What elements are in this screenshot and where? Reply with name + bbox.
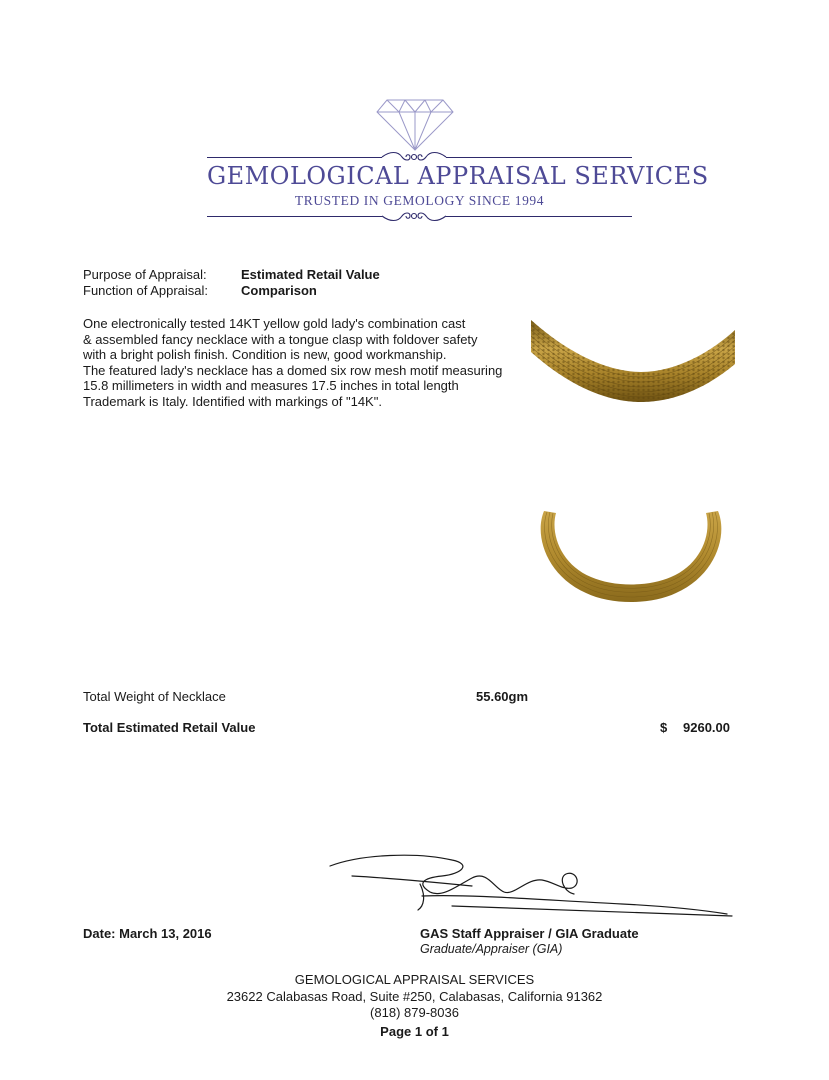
- total-weight-value: 55.60gm: [476, 689, 529, 704]
- header-rule: [207, 216, 382, 217]
- footer-company-name: GEMOLOGICAL APPRAISAL SERVICES: [294, 972, 535, 987]
- purpose-value: Estimated Retail Value: [241, 267, 380, 282]
- description-line: with a bright polish finish. Condition is new, good workmanship.: [83, 347, 447, 363]
- appraiser-subtitle: Graduate/Appraiser (GIA): [420, 942, 563, 956]
- function-value: Comparison: [241, 283, 317, 298]
- appraiser-signature: [322, 848, 737, 923]
- diamond-logo-icon: [375, 92, 455, 152]
- necklace-full-image: [526, 505, 736, 615]
- description-line: Trademark is Italy. Identified with markings of "14K".: [83, 393, 382, 409]
- total-value-label: Total Estimated Retail Value: [83, 720, 256, 735]
- function-label: Function of Appraisal:: [83, 283, 209, 298]
- header-rule: [446, 216, 632, 217]
- appraiser-title: GAS Staff Appraiser / GIA Graduate: [420, 926, 639, 941]
- currency-symbol: $: [660, 720, 668, 735]
- necklace-closeup-image: [531, 312, 735, 404]
- footer-address: 23622 Calabasas Road, Suite #250, Calabasas, California 91362: [226, 989, 603, 1004]
- header-rule: [446, 157, 632, 158]
- brand-tagline: TRUSTED IN GEMOLOGY SINCE 1994: [294, 193, 545, 208]
- appraisal-date: Date: March 13, 2016: [83, 926, 212, 941]
- description-line: 15.8 millimeters in width and measures 17.5 inches in total length: [83, 378, 459, 394]
- purpose-label: Purpose of Appraisal:: [83, 267, 207, 282]
- description-line: The featured lady's necklace has a domed six row mesh motif measuring: [83, 362, 503, 378]
- description-line: & assembled fancy necklace with a tongue clasp with foldover safety: [83, 331, 478, 347]
- page-indicator: Page 1 of 1: [380, 1024, 449, 1039]
- total-value-amount: 9260.00: [683, 720, 730, 735]
- footer-phone: (818) 879-8036: [370, 1005, 459, 1020]
- total-weight-label: Total Weight of Necklace: [83, 689, 226, 704]
- header-rule: [207, 157, 382, 158]
- flourish-ornament-icon: [380, 208, 448, 224]
- description-line: One electronically tested 14KT yellow gold lady's combination cast: [83, 316, 466, 331]
- item-description: [83, 316, 528, 410]
- brand-name: GEMOLOGICAL APPRAISAL SERVICES: [207, 162, 709, 190]
